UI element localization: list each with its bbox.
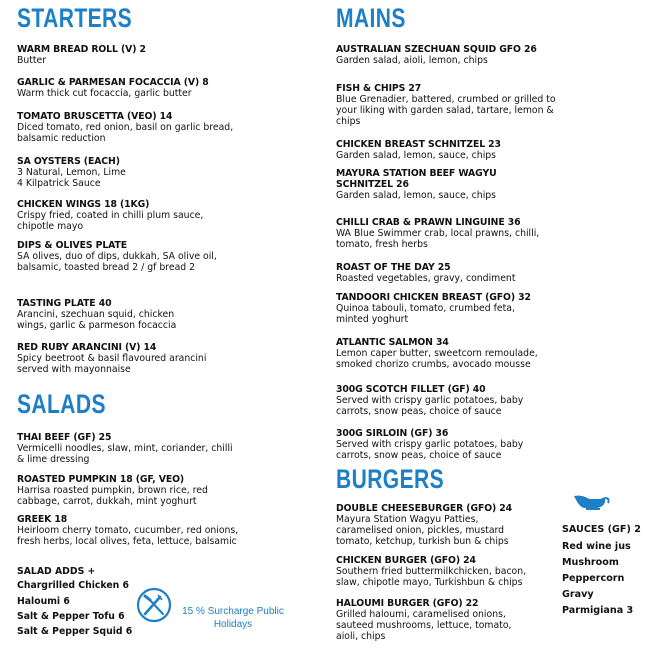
item-title: GREEK 18	[17, 514, 68, 525]
item-desc: Garden salad, aioli, lemon, chips	[336, 55, 488, 66]
item-title: ATLANTIC SALMON 34	[336, 337, 449, 348]
item-desc: Spicy beetroot & basil flavoured arancini served with mayonnaise	[17, 353, 207, 375]
item-desc: Butter	[17, 55, 47, 66]
menu-item	[336, 44, 556, 66]
menu-item	[336, 292, 556, 325]
item-title: THAI BEEF (GF) 25	[17, 432, 112, 443]
menu-item	[17, 342, 239, 375]
menu-item	[336, 217, 556, 250]
menu-item	[336, 555, 556, 588]
menu-item	[17, 474, 239, 507]
item-desc: Diced tomato, red onion, basil on garlic bread, balsamic reduction	[17, 122, 234, 144]
menu-item	[17, 111, 239, 144]
surcharge-notice	[168, 605, 298, 631]
item-desc: Roasted vegetables, gravy, condiment	[336, 273, 516, 284]
item-title: WARM BREAD ROLL (V) 2	[17, 44, 146, 55]
fork-knife-icon	[136, 587, 172, 623]
item-desc: 3 Natural, Lemon, Lime 4 Kilpatrick Sauce	[17, 167, 126, 189]
item-desc: Lemon caper butter, sweetcorn remoulade, smoked chorizo crumbs, avocado mousse	[336, 348, 538, 370]
menu-item	[336, 262, 556, 284]
menu-item	[336, 168, 556, 201]
menu-item	[336, 139, 556, 161]
item-desc: Southern fried buttermilkchicken, bacon, slaw, chipotle mayo, Turkishbun & chips	[336, 566, 527, 588]
sauce-item: Parmigiana 3	[562, 605, 634, 616]
salad-add-item: Salt & Pepper Squid 6	[17, 626, 133, 637]
item-title: HALOUMI BURGER (GFO) 22	[336, 598, 479, 609]
menu-item	[336, 83, 556, 127]
item-desc: Blue Grenadier, battered, crumbed or grilled to your liking with garden salad, tartare, lemon & chips	[336, 94, 556, 127]
item-title: GARLIC & PARMESAN FOCACCIA (V) 8	[17, 77, 209, 88]
menu-item	[17, 44, 239, 66]
item-desc: Grilled haloumi, caramelised onions, sauteed mushrooms, lettuce, tomato, aioli, chips	[336, 609, 512, 642]
item-desc: Garden salad, lemon, sauce, chips	[336, 190, 497, 201]
sauce-item: Red wine jus	[562, 541, 631, 552]
sauce-item: Peppercorn	[562, 573, 625, 584]
menu-item	[17, 77, 239, 99]
item-desc: Quinoa tabouli, tomato, crumbed feta, minted yoghurt	[336, 303, 515, 325]
item-title: CHICKEN WINGS 18 (1KG)	[17, 199, 150, 210]
menu-item	[17, 514, 239, 547]
item-title: TOMATO BRUSCETTA (VEO) 14	[17, 111, 173, 122]
menu-item	[336, 503, 556, 547]
sauce-item: Gravy	[562, 589, 594, 600]
item-title: FISH & CHIPS 27	[336, 83, 422, 94]
item-title: TANDOORI CHICKEN BREAST (GFO) 32	[336, 292, 531, 303]
salads-heading: SALADS	[17, 389, 106, 419]
item-desc: Served with crispy garlic potatoes, baby carrots, snow peas, choice of sauce	[336, 395, 524, 417]
item-title: DIPS & OLIVES PLATE	[17, 240, 128, 251]
burgers-heading: BURGERS	[336, 464, 445, 494]
item-title: 300G SIRLOIN (GF) 36	[336, 428, 449, 439]
menu-item	[336, 428, 556, 461]
item-title: CHICKEN BURGER (GFO) 24	[336, 555, 476, 566]
menu-item	[17, 432, 239, 465]
item-title: 300G SCOTCH FILLET (GF) 40	[336, 384, 486, 395]
salad-adds-title: SALAD ADDS +	[17, 566, 96, 577]
item-title: SA OYSTERS (EACH)	[17, 156, 120, 167]
item-desc: Arancini, szechuan squid, chicken wings, garlic & parmeson focaccia	[17, 309, 177, 331]
mains-heading: MAINS	[336, 3, 406, 33]
menu-item	[17, 199, 239, 232]
menu-item	[17, 298, 239, 331]
item-desc: Heirloom cherry tomato, cucumber, red onions, fresh herbs, local olives, feta, lettuce, balsamic	[17, 525, 239, 547]
menu-item	[336, 598, 556, 642]
menu-item	[17, 240, 239, 273]
item-desc: WA Blue Swimmer crab, local prawns, chilli, tomato, fresh herbs	[336, 228, 540, 250]
sauce-item: Mushroom	[562, 557, 619, 568]
item-title: MAYURA STATION BEEF WAGYU SCHNITZEL 26	[336, 168, 497, 190]
item-desc: Garden salad, lemon, sauce, chips	[336, 150, 497, 161]
item-title: ROAST OF THE DAY 25	[336, 262, 451, 273]
item-title: CHICKEN BREAST SCHNITZEL 23	[336, 139, 501, 150]
item-desc: Crispy fried, coated in chilli plum sauce, chipotle mayo	[17, 210, 204, 232]
item-title: TASTING PLATE 40	[17, 298, 112, 309]
salad-add-item: Salt & Pepper Tofu 6	[17, 611, 125, 622]
item-title: ROASTED PUMPKIN 18 (GF, VEO)	[17, 474, 185, 485]
item-desc: Mayura Station Wagyu Patties, caramelised onion, pickles, mustard tomato, ketchup, turkish bun & chips	[336, 514, 509, 547]
salad-add-item: Haloumi 6	[17, 596, 70, 607]
sauces-title: SAUCES (GF) 2	[562, 524, 641, 535]
menu-item	[336, 384, 556, 417]
item-desc: Vermicelli noodles, slaw, mint, coriander, chilli & lime dressing	[17, 443, 233, 465]
item-title: DOUBLE CHEESEBURGER (GFO) 24	[336, 503, 513, 514]
item-title: RED RUBY ARANCINI (V) 14	[17, 342, 157, 353]
salad-add-item: Chargrilled Chicken 6	[17, 580, 129, 591]
starters-heading: STARTERS	[17, 3, 133, 33]
surcharge-line: 15 % Surcharge Public	[182, 606, 284, 617]
item-desc: SA olives, duo of dips, dukkah, SA olive oil, balsamic, toasted bread 2 / gf bread 2	[17, 251, 217, 273]
item-title: AUSTRALIAN SZECHUAN SQUID GFO 26	[336, 44, 537, 55]
surcharge-line: Holidays	[213, 619, 253, 630]
item-title: CHILLI CRAB & PRAWN LINGUINE 36	[336, 217, 521, 228]
menu-item	[17, 156, 239, 189]
item-desc: Harrisa roasted pumpkin, brown rice, red cabbage, carrot, dukkah, mint yoghurt	[17, 485, 208, 507]
item-desc: Served with crispy garlic potatoes, baby carrots, snow peas, choice of sauce	[336, 439, 524, 461]
menu-item	[336, 337, 556, 370]
item-desc: Warm thick cut focaccia, garlic butter	[17, 88, 192, 99]
gravy-boat-icon	[571, 490, 611, 512]
